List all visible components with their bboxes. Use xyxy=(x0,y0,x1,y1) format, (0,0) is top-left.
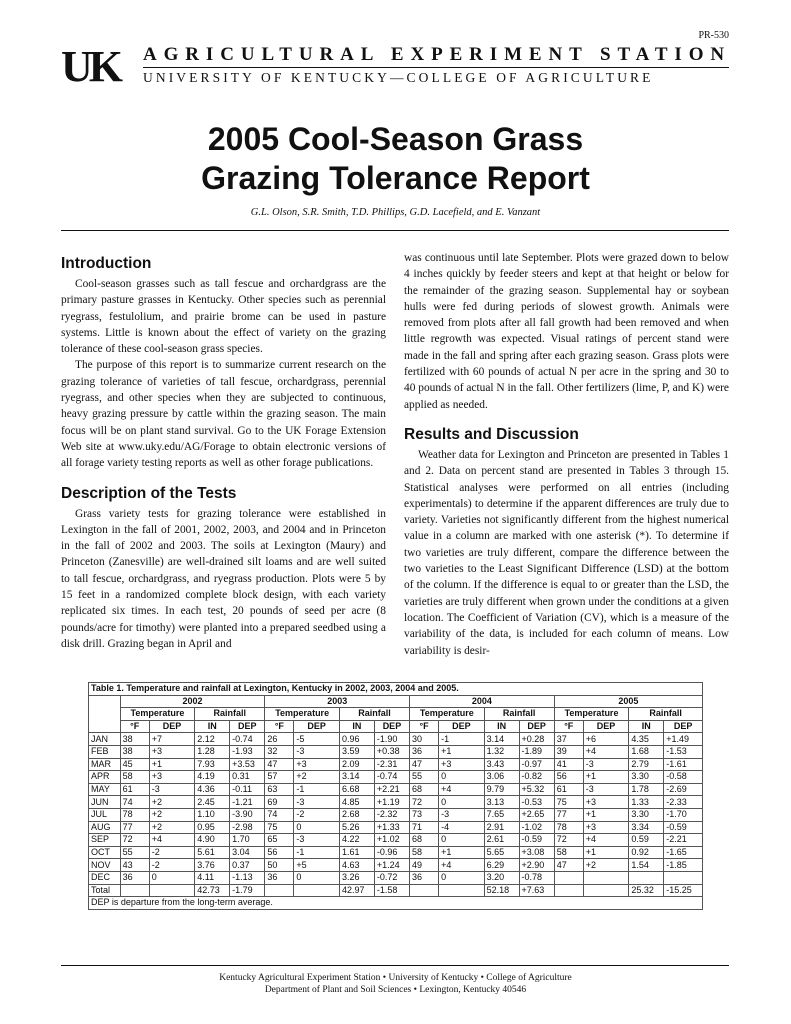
value-cell: 1.68 xyxy=(629,745,664,758)
value-cell: +1 xyxy=(149,758,195,771)
unit-header: °F xyxy=(120,720,149,733)
value-cell: 1.78 xyxy=(629,783,664,796)
header-rule xyxy=(143,67,729,68)
value-cell: 32 xyxy=(265,745,294,758)
description-heading: Description of the Tests xyxy=(61,484,237,502)
value-cell: 5.61 xyxy=(195,846,230,859)
value-cell: +3 xyxy=(583,796,629,809)
value-cell: -0.11 xyxy=(230,783,265,796)
value-cell xyxy=(149,884,195,897)
value-cell: 2.45 xyxy=(195,796,230,809)
value-cell: 47 xyxy=(410,758,439,771)
value-cell: -0.78 xyxy=(519,871,554,884)
value-cell: -5 xyxy=(294,733,340,746)
table-row xyxy=(89,771,703,784)
rainfall-header: Rainfall xyxy=(629,708,703,721)
value-cell: +1.49 xyxy=(664,733,703,746)
value-cell: 0.96 xyxy=(339,733,374,746)
value-cell: +3 xyxy=(294,758,340,771)
temperature-header: Temperature xyxy=(410,708,485,721)
value-cell: +1 xyxy=(583,846,629,859)
table-row xyxy=(89,846,703,859)
value-cell: 36 xyxy=(120,871,149,884)
unit-header: DEP xyxy=(664,720,703,733)
value-cell: 74 xyxy=(265,808,294,821)
value-cell: +7 xyxy=(149,733,195,746)
value-cell: 0 xyxy=(439,796,485,809)
value-cell: 77 xyxy=(554,808,583,821)
value-cell: +4 xyxy=(149,834,195,847)
value-cell: 39 xyxy=(554,745,583,758)
footer xyxy=(0,972,791,996)
temperature-header: Temperature xyxy=(554,708,629,721)
value-cell: 77 xyxy=(120,821,149,834)
value-cell: 47 xyxy=(554,859,583,872)
value-cell: -0.59 xyxy=(519,834,554,847)
value-cell xyxy=(120,884,149,897)
unit-header: DEP xyxy=(583,720,629,733)
value-cell: 30 xyxy=(410,733,439,746)
table-row xyxy=(89,884,703,897)
value-cell xyxy=(294,884,340,897)
value-cell: -1 xyxy=(439,733,485,746)
description-paragraph: Grass variety tests for grazing tolerance were established in Lexington in the fall of 2001, 2002, 2003, and 2004 and in Princeton in the fall of 2002 and 2003. The soils at Lexington (Maury) and Princeton (Zanesville) are well-drained silt loams and are well suited to tall fescue, orchardgrass, and ryegrass production. Plots were 5 by 15 feet in a randomized complete block design, with each variety replicated six times. In each test, 20 pounds of seed per acre (8 pounds/acre for timothy) were planted into a prepared seedbed using a disk drill. Grazing began in April and xyxy=(61,507,386,650)
unit-header: °F xyxy=(265,720,294,733)
value-cell: -0.96 xyxy=(374,846,409,859)
value-cell: 58 xyxy=(120,771,149,784)
table-row xyxy=(89,834,703,847)
weather-table xyxy=(88,682,703,910)
value-cell: 3.14 xyxy=(339,771,374,784)
value-cell: -3 xyxy=(294,834,340,847)
value-cell: 73 xyxy=(410,808,439,821)
value-cell: 50 xyxy=(265,859,294,872)
value-cell: 3.14 xyxy=(484,733,519,746)
value-cell: +1.24 xyxy=(374,859,409,872)
value-cell: +3 xyxy=(149,771,195,784)
value-cell: 72 xyxy=(554,834,583,847)
value-cell: 3.04 xyxy=(230,846,265,859)
value-cell: 3.34 xyxy=(629,821,664,834)
value-cell: -2.31 xyxy=(374,758,409,771)
value-cell: 61 xyxy=(554,783,583,796)
value-cell: 75 xyxy=(265,821,294,834)
university-name: UNIVERSITY OF KENTUCKY—COLLEGE OF AGRICULTURE xyxy=(143,70,654,85)
value-cell: -3 xyxy=(294,745,340,758)
value-cell: 1.33 xyxy=(629,796,664,809)
value-cell: 56 xyxy=(554,771,583,784)
value-cell: 9.79 xyxy=(484,783,519,796)
value-cell: 4.85 xyxy=(339,796,374,809)
intro-paragraph-1: Cool-season grasses such as tall fescue and orchardgrass are the primary pasture grasses in Kentucky. Other species such as perennial ryegrass, festulolium, and prairie brome can be used in pasture systems. Little is known about the effect of variety on the grazing tolerance of these cool-season grass species. xyxy=(61,278,386,356)
month-cell: NOV xyxy=(89,859,121,872)
table-row xyxy=(89,733,703,746)
value-cell: +4 xyxy=(583,834,629,847)
value-cell: 36 xyxy=(410,871,439,884)
month-cell: JUL xyxy=(89,808,121,821)
value-cell: 0.59 xyxy=(629,834,664,847)
month-cell: MAR xyxy=(89,758,121,771)
value-cell: -3 xyxy=(583,758,629,771)
value-cell: +2 xyxy=(149,808,195,821)
value-cell: 4.19 xyxy=(195,771,230,784)
unit-header: DEP xyxy=(374,720,409,733)
value-cell: 3.30 xyxy=(629,771,664,784)
value-cell: +1 xyxy=(439,846,485,859)
value-cell: 56 xyxy=(265,846,294,859)
value-cell: 0 xyxy=(294,821,340,834)
value-cell: +3 xyxy=(149,745,195,758)
value-cell: 1.54 xyxy=(629,859,664,872)
value-cell: 1.70 xyxy=(230,834,265,847)
description-continued: was continuous until late September. Plots were grazed down to below 4 inches quickly by feeder steers and kept at that height or below for the remainder of the grazing season. Supplemental hay or soybean hulls were fed during periods of slowest growth. Animals were removed from plots after all fall growth had been removed and when little regrowth was expected. Visual ratings of percent stand were made in the fall and spring after each grazing season. Grass plots were fertilized with 60 pounds of actual N per acre in the spring and 30 to 40 pounds of actual N in the fall. Other fertilizers (lime, P, and K) were applied as needed. xyxy=(404,252,729,411)
value-cell xyxy=(410,884,439,897)
value-cell: 68 xyxy=(410,834,439,847)
value-cell: +1.33 xyxy=(374,821,409,834)
value-cell: +5.32 xyxy=(519,783,554,796)
value-cell: 58 xyxy=(554,846,583,859)
title-line-1: 2005 Cool-Season Grass xyxy=(207,121,584,157)
year-header: 2005 xyxy=(554,695,702,708)
value-cell: 72 xyxy=(410,796,439,809)
value-cell: -0.72 xyxy=(374,871,409,884)
value-cell: 55 xyxy=(410,771,439,784)
month-cell: DEC xyxy=(89,871,121,884)
value-cell xyxy=(554,884,583,897)
value-cell: 78 xyxy=(120,808,149,821)
value-cell: 43 xyxy=(120,859,149,872)
value-cell: 3.06 xyxy=(484,771,519,784)
table-note: DEP is departure from the long-term average. xyxy=(89,897,703,910)
unit-header: DEP xyxy=(230,720,265,733)
temperature-header: Temperature xyxy=(265,708,340,721)
value-cell: -3 xyxy=(149,783,195,796)
value-cell: -1.85 xyxy=(664,859,703,872)
value-cell: +2 xyxy=(149,821,195,834)
value-cell: 7.93 xyxy=(195,758,230,771)
right-column xyxy=(404,250,729,659)
value-cell xyxy=(629,871,664,884)
month-header xyxy=(89,695,121,733)
value-cell: 5.65 xyxy=(484,846,519,859)
unit-header: IN xyxy=(484,720,519,733)
value-cell: 2.79 xyxy=(629,758,664,771)
value-cell: 0 xyxy=(294,871,340,884)
value-cell: -1.65 xyxy=(664,846,703,859)
value-cell: +4 xyxy=(583,745,629,758)
value-cell: +2 xyxy=(149,796,195,809)
value-cell: +4 xyxy=(439,783,485,796)
value-cell: 4.11 xyxy=(195,871,230,884)
value-cell: -1.02 xyxy=(519,821,554,834)
value-cell: 4.22 xyxy=(339,834,374,847)
value-cell: -3 xyxy=(439,808,485,821)
intro-heading: Introduction xyxy=(61,255,152,272)
month-cell: JUN xyxy=(89,796,121,809)
value-cell: 71 xyxy=(410,821,439,834)
value-cell: 3.30 xyxy=(629,808,664,821)
value-cell: 2.68 xyxy=(339,808,374,821)
value-cell: 37 xyxy=(554,733,583,746)
unit-header: °F xyxy=(410,720,439,733)
value-cell: +5 xyxy=(294,859,340,872)
value-cell: 1.32 xyxy=(484,745,519,758)
value-cell: 0 xyxy=(439,771,485,784)
month-cell: SEP xyxy=(89,834,121,847)
temperature-header: Temperature xyxy=(120,708,195,721)
intro-paragraph-2: The purpose of this report is to summarize current research on the grazing tolerance of varieties of tall fescue, orchardgrass, perennial ryegrass, and other species when they are subjected to continuous, heavy grazing pressure by cattle within the grazing season. The main focus will be on plant stand survival. Go to the UK Forage Extension Web site at www.uky.edu/AG/Forage to obtain electronic versions of all forage variety testing reports as well as other forage publications. xyxy=(61,359,386,470)
year-header: 2004 xyxy=(410,695,555,708)
unit-header: DEP xyxy=(439,720,485,733)
value-cell: -2.33 xyxy=(664,796,703,809)
month-cell: FEB xyxy=(89,745,121,758)
title-line-2: Grazing Tolerance Report xyxy=(201,160,590,196)
table-row xyxy=(89,871,703,884)
value-cell: -2.69 xyxy=(664,783,703,796)
value-cell: -1.79 xyxy=(230,884,265,897)
value-cell: 36 xyxy=(410,745,439,758)
footer-rule xyxy=(61,965,729,966)
value-cell: -2.21 xyxy=(664,834,703,847)
unit-header: IN xyxy=(629,720,664,733)
value-cell: +4 xyxy=(439,859,485,872)
value-cell: 45 xyxy=(120,758,149,771)
month-cell: JAN xyxy=(89,733,121,746)
value-cell xyxy=(583,871,629,884)
value-cell: +3.08 xyxy=(519,846,554,859)
value-cell: 0 xyxy=(439,871,485,884)
value-cell: 4.90 xyxy=(195,834,230,847)
value-cell: -1.58 xyxy=(374,884,409,897)
title-rule xyxy=(61,230,729,231)
value-cell: +2.90 xyxy=(519,859,554,872)
value-cell: -1.61 xyxy=(664,758,703,771)
value-cell: -3 xyxy=(583,783,629,796)
value-cell: +2.21 xyxy=(374,783,409,796)
value-cell: 42.73 xyxy=(195,884,230,897)
results-paragraph: Weather data for Lexington and Princeton are presented in Tables 1 and 2. Data on percent stand are presented in Tables 3 through 15. Statistical analyses were performed on all entries (including experimentals) to determine if the apparent differences are truly due to variety. Varieties not significantly different from the highest numerical value in a column are marked with one asterisk (*). To determine if two varieties are truly different, compare the difference between the two varieties to the Least Significant Difference (LSD) at the bottom of the column. If the difference is equal to or greater than the LSD, the varieties are truly different when grown under the conditions at a given location. The Coefficient of Variation (CV), which is a measure of the variability of the data, is included for each column of means. Low variability is desir- xyxy=(404,448,729,657)
value-cell: +3 xyxy=(439,758,485,771)
value-cell: 38 xyxy=(120,733,149,746)
value-cell: -4 xyxy=(439,821,485,834)
report-number: PR-530 xyxy=(698,30,729,41)
value-cell: 72 xyxy=(120,834,149,847)
value-cell: 49 xyxy=(410,859,439,872)
value-cell: -1 xyxy=(294,846,340,859)
unit-header: IN xyxy=(339,720,374,733)
value-cell: 42.97 xyxy=(339,884,374,897)
value-cell: 5.26 xyxy=(339,821,374,834)
table-row xyxy=(89,758,703,771)
value-cell: -2 xyxy=(294,808,340,821)
value-cell: 0.31 xyxy=(230,771,265,784)
year-header: 2002 xyxy=(120,695,265,708)
value-cell: 2.12 xyxy=(195,733,230,746)
table-row xyxy=(89,859,703,872)
value-cell: -3.90 xyxy=(230,808,265,821)
value-cell: -0.58 xyxy=(664,771,703,784)
left-column xyxy=(61,250,386,652)
value-cell: +1 xyxy=(583,808,629,821)
value-cell: -2.98 xyxy=(230,821,265,834)
value-cell: 68 xyxy=(410,783,439,796)
rainfall-header: Rainfall xyxy=(339,708,409,721)
value-cell xyxy=(439,884,485,897)
value-cell: -0.97 xyxy=(519,758,554,771)
value-cell: +7.63 xyxy=(519,884,554,897)
value-cell: -1 xyxy=(294,783,340,796)
value-cell: 47 xyxy=(265,758,294,771)
value-cell: 57 xyxy=(265,771,294,784)
value-cell: -0.74 xyxy=(374,771,409,784)
value-cell: 2.61 xyxy=(484,834,519,847)
value-cell: +0.28 xyxy=(519,733,554,746)
value-cell: -0.82 xyxy=(519,771,554,784)
value-cell: 26 xyxy=(265,733,294,746)
value-cell: 0.95 xyxy=(195,821,230,834)
station-name: AGRICULTURAL EXPERIMENT STATION xyxy=(143,44,731,65)
results-heading: Results and Discussion xyxy=(404,425,579,443)
table-row xyxy=(89,808,703,821)
value-cell: -1.21 xyxy=(230,796,265,809)
value-cell: 38 xyxy=(120,745,149,758)
value-cell: -2.32 xyxy=(374,808,409,821)
value-cell: 2.09 xyxy=(339,758,374,771)
value-cell: 36 xyxy=(265,871,294,884)
value-cell: -1.90 xyxy=(374,733,409,746)
month-cell: Total xyxy=(89,884,121,897)
value-cell xyxy=(583,884,629,897)
value-cell: -1.89 xyxy=(519,745,554,758)
value-cell xyxy=(664,871,703,884)
value-cell: +1.02 xyxy=(374,834,409,847)
value-cell: 63 xyxy=(265,783,294,796)
value-cell: -1.13 xyxy=(230,871,265,884)
value-cell: 0.92 xyxy=(629,846,664,859)
value-cell: 6.29 xyxy=(484,859,519,872)
footer-line-1: Kentucky Agricultural Experiment Station • University of Kentucky • College of Agriculture xyxy=(219,973,572,983)
value-cell: 4.36 xyxy=(195,783,230,796)
value-cell: 25.32 xyxy=(629,884,664,897)
value-cell: -0.74 xyxy=(230,733,265,746)
value-cell: +6 xyxy=(583,733,629,746)
value-cell: 4.35 xyxy=(629,733,664,746)
table-caption: Table 1. Temperature and rainfall at Lexington, Kentucky in 2002, 2003, 2004 and 2005. xyxy=(89,683,703,696)
value-cell xyxy=(554,871,583,884)
value-cell: +1 xyxy=(439,745,485,758)
page-title xyxy=(0,120,791,198)
value-cell: +2 xyxy=(583,859,629,872)
value-cell: 3.59 xyxy=(339,745,374,758)
value-cell: -2 xyxy=(149,846,195,859)
value-cell: +3 xyxy=(583,821,629,834)
value-cell: 3.26 xyxy=(339,871,374,884)
value-cell: -3 xyxy=(294,796,340,809)
value-cell: 75 xyxy=(554,796,583,809)
value-cell xyxy=(265,884,294,897)
value-cell: 41 xyxy=(554,758,583,771)
rainfall-header: Rainfall xyxy=(484,708,554,721)
value-cell: 0 xyxy=(439,834,485,847)
value-cell: 58 xyxy=(410,846,439,859)
table-row xyxy=(89,745,703,758)
value-cell: 74 xyxy=(120,796,149,809)
rainfall-header: Rainfall xyxy=(195,708,265,721)
value-cell: 4.63 xyxy=(339,859,374,872)
table-row xyxy=(89,796,703,809)
table-row xyxy=(89,783,703,796)
value-cell: 3.13 xyxy=(484,796,519,809)
unit-header: DEP xyxy=(519,720,554,733)
value-cell: 1.10 xyxy=(195,808,230,821)
year-header: 2003 xyxy=(265,695,410,708)
month-cell: OCT xyxy=(89,846,121,859)
value-cell: +0.38 xyxy=(374,745,409,758)
unit-header: DEP xyxy=(294,720,340,733)
value-cell: 2.91 xyxy=(484,821,519,834)
value-cell: -2 xyxy=(149,859,195,872)
value-cell: -0.59 xyxy=(664,821,703,834)
uk-logo: UK xyxy=(61,42,119,91)
month-cell: MAY xyxy=(89,783,121,796)
value-cell: 52.18 xyxy=(484,884,519,897)
footer-line-2: Department of Plant and Soil Sciences • Lexington, Kentucky 40546 xyxy=(264,985,527,995)
value-cell: 61 xyxy=(120,783,149,796)
value-cell: 3.76 xyxy=(195,859,230,872)
value-cell: -0.53 xyxy=(519,796,554,809)
value-cell: 65 xyxy=(265,834,294,847)
value-cell: 1.28 xyxy=(195,745,230,758)
unit-header: DEP xyxy=(149,720,195,733)
value-cell: 6.68 xyxy=(339,783,374,796)
value-cell: -15.25 xyxy=(664,884,703,897)
month-cell: AUG xyxy=(89,821,121,834)
value-cell: -1.53 xyxy=(664,745,703,758)
value-cell: +1 xyxy=(583,771,629,784)
value-cell: 1.61 xyxy=(339,846,374,859)
month-cell: APR xyxy=(89,771,121,784)
table-row xyxy=(89,821,703,834)
value-cell: 78 xyxy=(554,821,583,834)
value-cell: -1.70 xyxy=(664,808,703,821)
value-cell: +2.65 xyxy=(519,808,554,821)
value-cell: 0 xyxy=(149,871,195,884)
value-cell: 7.65 xyxy=(484,808,519,821)
unit-header: IN xyxy=(195,720,230,733)
value-cell: +2 xyxy=(294,771,340,784)
authors: G.L. Olson, S.R. Smith, T.D. Phillips, G.D. Lacefield, and E. Vanzant xyxy=(250,207,541,218)
value-cell: 3.43 xyxy=(484,758,519,771)
value-cell: 3.20 xyxy=(484,871,519,884)
unit-header: °F xyxy=(554,720,583,733)
value-cell: +1.19 xyxy=(374,796,409,809)
value-cell: -1.93 xyxy=(230,745,265,758)
value-cell: +3.53 xyxy=(230,758,265,771)
value-cell: 55 xyxy=(120,846,149,859)
value-cell: 0.37 xyxy=(230,859,265,872)
value-cell: 69 xyxy=(265,796,294,809)
